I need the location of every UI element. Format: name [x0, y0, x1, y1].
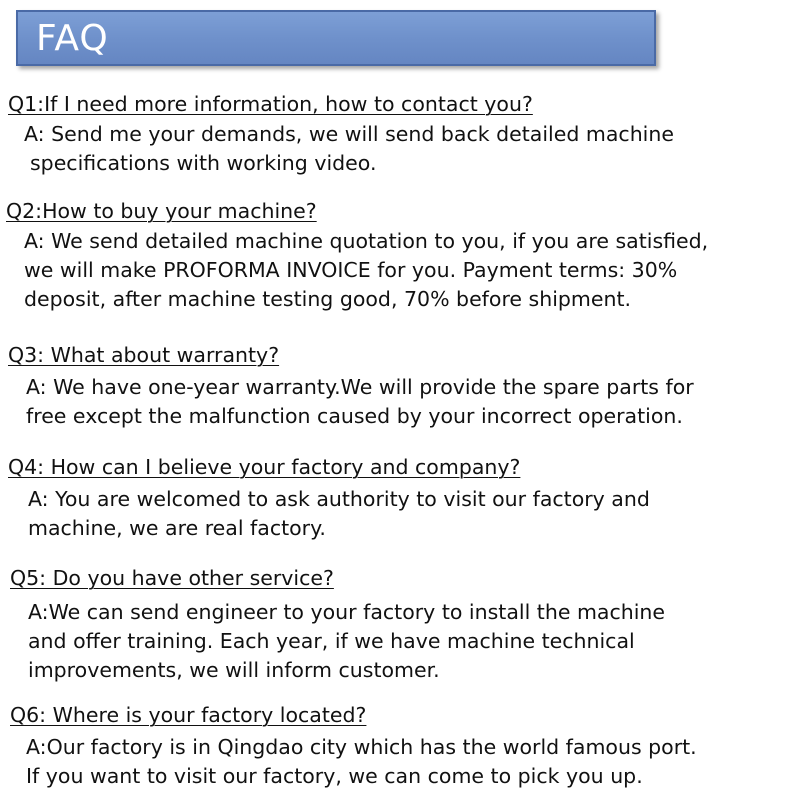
faq-answer-3-line-1: A: We have one-year warranty.We will provide the spare parts for	[26, 375, 694, 399]
faq-answer-2	[24, 227, 708, 314]
faq-answer-4-line-1: A: You are welcomed to ask authority to visit our factory and	[28, 487, 650, 511]
faq-answer-6-line-2: If you want to visit our factory, we can come to pick you up.	[26, 764, 643, 788]
faq-answer-1	[24, 120, 674, 178]
faq-question-6: Q6: Where is your factory located?	[10, 703, 367, 727]
faq-answer-5	[28, 598, 665, 685]
faq-question-2: Q2:How to buy your machine?	[6, 199, 317, 223]
page-title: FAQ	[36, 18, 109, 59]
faq-banner	[16, 10, 656, 66]
faq-answer-3-line-2: free except the malfunction caused by your incorrect operation.	[26, 404, 683, 428]
faq-answer-1-line-2: specifications with working video.	[30, 151, 377, 175]
faq-question-3: Q3: What about warranty?	[8, 343, 280, 367]
faq-answer-5-line-1: A:We can send engineer to your factory to install the machine	[28, 600, 666, 624]
faq-answer-4-line-2: machine, we are real factory.	[28, 516, 326, 540]
faq-answer-1-line-1: A: Send me your demands, we will send back detailed machine	[24, 122, 674, 146]
faq-question-1: Q1:If I need more information, how to contact you?	[8, 92, 533, 116]
faq-question-5: Q5: Do you have other service?	[10, 566, 334, 590]
faq-answer-3	[26, 373, 694, 431]
faq-answer-5-line-3: improvements, we will inform customer.	[28, 658, 440, 682]
faq-answer-5-line-2: and offer training. Each year, if we have machine technical	[28, 629, 635, 653]
faq-answer-4	[28, 485, 650, 543]
faq-answer-6	[26, 733, 697, 791]
faq-question-4: Q4: How can I believe your factory and company?	[8, 455, 521, 479]
faq-answer-2-line-1: A: We send detailed machine quotation to you, if you are satisfied,	[24, 229, 709, 253]
faq-answer-2-line-3: deposit, after machine testing good, 70% before shipment.	[24, 287, 632, 311]
faq-answer-2-line-2: we will make PROFORMA INVOICE for you. Payment terms: 30%	[24, 258, 678, 282]
faq-answer-6-line-1: A:Our factory is in Qingdao city which has the world famous port.	[26, 735, 697, 759]
